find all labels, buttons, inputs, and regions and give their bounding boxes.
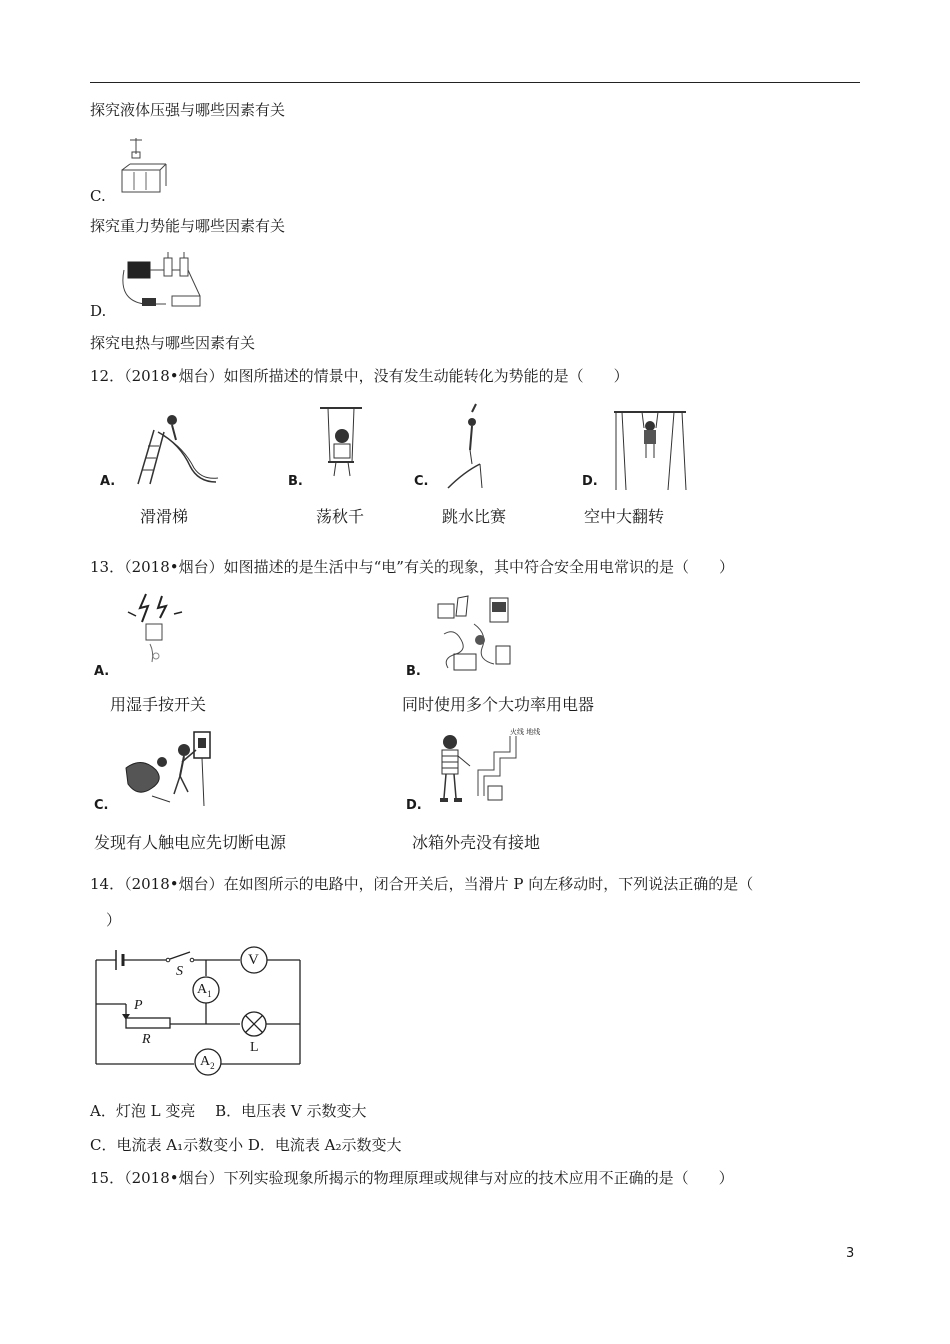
q13-c-caption: 发现有人触电应先切断电源	[94, 833, 287, 852]
q12-b-caption: 荡秋千	[316, 507, 365, 526]
q13-stem: 13．（2018•烟台）如图描述的是生活中与“电”有关的现象，其中符合安全用电常识的是（ ）	[90, 558, 734, 576]
q13-d-label: D.	[406, 798, 422, 813]
q12-c-caption: 跳水比赛	[442, 507, 507, 526]
q12-a-caption: 滑滑梯	[140, 507, 189, 526]
q12-b-label: B.	[288, 474, 303, 489]
circuit-label-voltmeter: V	[248, 952, 259, 968]
q11-d-figure	[116, 252, 206, 312]
q14-stem-line2: ）	[106, 911, 122, 929]
circuit-label-resistor: R	[142, 1032, 151, 1047]
q12-a-label: A.	[100, 474, 116, 489]
q11-b-caption: 探究液体压强与哪些因素有关	[90, 101, 286, 119]
q12-d-bar-figure	[612, 406, 688, 492]
q13-b-caption: 同时使用多个大功率用电器	[402, 695, 595, 714]
q12-c-label: C.	[414, 474, 429, 489]
q13-c-label: C.	[94, 798, 109, 813]
q13-a-caption: 用湿手按开关	[110, 695, 207, 714]
circuit-label-ammeter1: $A_1$	[197, 982, 212, 999]
page-number: 3	[846, 1246, 855, 1261]
q13-a-label: A.	[94, 664, 110, 679]
header-rule	[90, 82, 860, 83]
q13-b-appliances-figure	[434, 594, 518, 674]
q12-d-label: D.	[582, 474, 598, 489]
q11-c-figure	[116, 134, 166, 196]
circuit-label-switch: S	[176, 964, 183, 979]
q12-stem: 12．（2018•烟台）如图所描述的情景中，没有发生动能转化为势能的是（ ）	[90, 367, 629, 385]
q11-c-caption: 探究重力势能与哪些因素有关	[90, 217, 286, 235]
q11-c-label: C.	[90, 187, 106, 205]
q12-c-diving-figure	[446, 402, 496, 490]
q13-d-fridge-sign: 火线 地线	[510, 728, 541, 736]
q12-a-slide-figure	[128, 410, 220, 486]
q13-d-caption: 冰箱外壳没有接地	[412, 833, 541, 852]
q12-b-swing-figure	[316, 406, 366, 486]
circuit-label-ammeter2: $A_2$	[200, 1054, 215, 1071]
q14-options-line2: C．电流表 A₁示数变小 D．电流表 A₂示数变大	[90, 1136, 402, 1154]
q13-d-fridge-figure	[434, 726, 534, 810]
q11-d-caption: 探究电热与哪些因素有关	[90, 334, 256, 352]
q15-stem: 15．（2018•烟台）下列实验现象所揭示的物理原理或规律与对应的技术应用不正确的是（ ）	[90, 1169, 734, 1187]
circuit-label-slider: P	[134, 998, 143, 1013]
q13-c-cut-power-figure	[122, 728, 216, 808]
q14-stem-line1: 14．（2018•烟台）在如图所示的电路中，闭合开关后，当滑片 P 向左移动时，下列说法正确的是（	[90, 875, 754, 893]
q13-b-label: B.	[406, 664, 421, 679]
q13-a-wet-hand-figure	[122, 592, 186, 668]
q11-d-label: D.	[90, 302, 107, 320]
q14-options-line1: A．灯泡 L 变亮 B．电压表 V 示数变大	[90, 1102, 367, 1120]
circuit-label-lamp: L	[250, 1040, 259, 1055]
q12-d-caption: 空中大翻转	[584, 507, 665, 526]
